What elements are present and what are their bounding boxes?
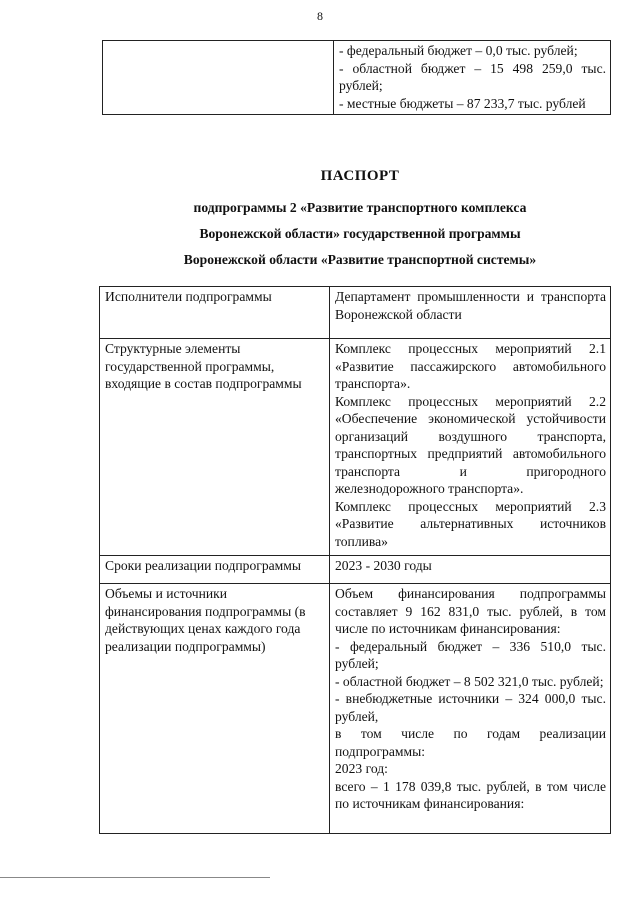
subprogram-title-line: Воронежской области «Развитие транспортной системы»: [183, 252, 537, 267]
value-paragraph: всего – 1 178 039,8 тыс. рублей, в том числе по источникам финансирования:: [335, 778, 606, 811]
budget-line: - федеральный бюджет – 0,0 тыс. рублей;: [339, 43, 578, 58]
row-value: [330, 584, 611, 834]
value-paragraph: Департамент промышленности и транспорта Воронежской области: [335, 289, 606, 322]
row-value: [330, 339, 611, 556]
value-paragraph: Комплекс процессных мероприятий 2.3 «Развитие альтернативных источников топлива»: [335, 498, 606, 549]
passport-title-block: [80, 168, 640, 273]
value-paragraph: 2023 год:: [335, 761, 388, 776]
empty-cell: [103, 41, 334, 115]
table-row: [103, 41, 611, 115]
footer-rule: [0, 877, 270, 878]
table-row: [100, 556, 611, 584]
value-paragraph: Комплекс процессных мероприятий 2.2 «Обеспечение экономической устойчивости организаций воздушного транспорта, транспортных предприятий автомобильного транспорта и пригородного железнодорожного транспорта».: [335, 393, 606, 496]
row-label: Сроки реализации подпрограммы: [100, 556, 330, 584]
value-paragraph: - внебюджетные источники – 324 000,0 тыс. рублей,: [335, 691, 606, 724]
row-label: Объемы и источники финансирования подпрограммы (в действующих ценах каждого года реализации подпрограммы): [100, 584, 330, 834]
value-paragraph: в том числе по годам реализации подпрограммы:: [335, 726, 606, 759]
table-row: [100, 339, 611, 556]
page-number: 8: [317, 9, 323, 23]
passport-table: [99, 286, 611, 834]
value-paragraph: Комплекс процессных мероприятий 2.1 «Развитие пассажирского автомобильного транспорта».: [335, 341, 606, 391]
subprogram-title-line: подпрограммы 2 «Развитие транспортного комплекса: [193, 200, 527, 215]
row-label: Исполнители подпрограммы: [100, 287, 330, 339]
table-row: [100, 584, 611, 834]
value-paragraph: - областной бюджет – 8 502 321,0 тыс. рублей;: [335, 673, 604, 689]
row-label: Структурные элементы государственной программы, входящие в состав подпрограммы: [100, 339, 330, 556]
budget-line: - местные бюджеты – 87 233,7 тыс. рублей: [339, 95, 586, 111]
row-value: [330, 556, 611, 584]
passport-heading: ПАСПОРТ: [320, 168, 400, 184]
budget-continuation-table: [102, 40, 611, 115]
subprogram-title-line: Воронежской области» государственной программы: [199, 226, 521, 241]
budget-lines-cell: [334, 41, 611, 115]
value-paragraph: Объем финансирования подпрограммы составляет 9 162 831,0 тыс. рублей, в том числе по источникам финансирования:: [335, 586, 606, 636]
table-row: [100, 287, 611, 339]
row-value: [330, 287, 611, 339]
value-paragraph: 2023 - 2030 годы: [335, 558, 432, 573]
value-paragraph: - федеральный бюджет – 336 510,0 тыс. рублей;: [335, 638, 606, 671]
budget-line: - областной бюджет – 15 498 259,0 тыс. рублей;: [339, 60, 606, 93]
